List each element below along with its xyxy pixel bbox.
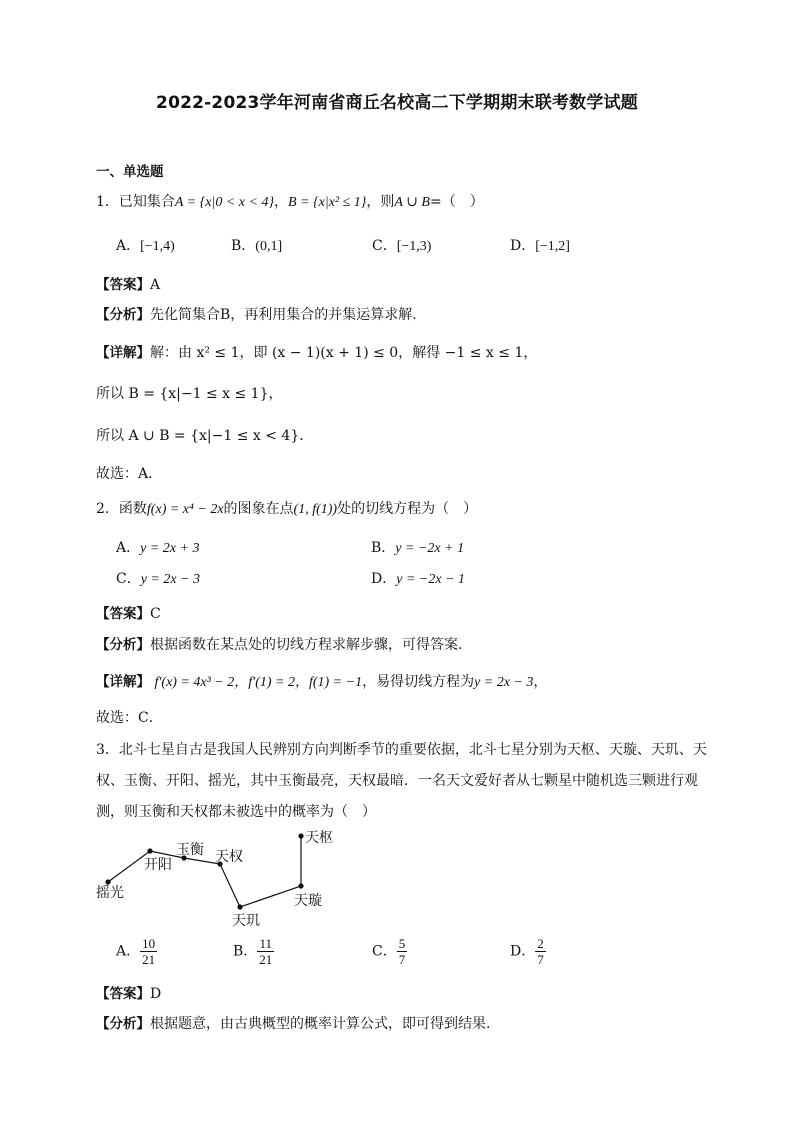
star-label-tianji: 天玑 — [232, 913, 260, 929]
star-label-yuheng: 玉衡 — [176, 842, 204, 858]
option-fraction — [535, 936, 546, 967]
fraction-numerator: 2 — [537, 936, 544, 951]
option-value: [−1,2] — [535, 239, 570, 254]
star-dot-tianshu — [298, 833, 303, 838]
option-value: [−1,4) — [140, 239, 175, 254]
q1-stem-a: 1．已知集合 — [96, 194, 175, 210]
star-label-kaiyang: 开阳 — [144, 857, 172, 873]
q2-stem-c: 处的切线方程为（ ） — [337, 501, 478, 517]
analysis-text: 根据函数在某点处的切线方程求解步骤，可得答案. — [150, 637, 463, 653]
star-label-tianxuan: 天璇 — [294, 893, 322, 909]
option-value: y = −2x + 1 — [395, 541, 465, 556]
q3-option-a — [116, 936, 157, 967]
star-dot-tianji — [237, 904, 242, 909]
q3-option-c — [372, 936, 407, 967]
q2-func: f(x) = x⁴ − 2x — [146, 502, 224, 517]
q1-stem-b: ，则 — [366, 194, 395, 210]
q1-choose: 故选：A． — [96, 466, 163, 482]
q1-set-a: A = {x|0 < x < 4} — [174, 195, 275, 210]
fraction-numerator: 5 — [398, 936, 406, 951]
fraction-numerator: 10 — [142, 936, 156, 951]
star-dot-kaiyang — [147, 848, 152, 853]
option-value: y = 2x − 3 — [140, 572, 201, 587]
q3-option-b — [233, 936, 274, 967]
answer-tag: 【答案】 — [96, 986, 150, 1002]
answer-tag: 【答案】 — [96, 277, 150, 293]
option-label: D． — [510, 238, 536, 254]
analysis-text: 先化简集合B，再利用集合的并集运算求解. — [150, 307, 417, 323]
option-label: D． — [371, 571, 397, 587]
option-value: y = −2x − 1 — [396, 572, 466, 587]
option-label: D． — [510, 943, 536, 960]
q3-option-d — [510, 936, 546, 967]
option-label: B． — [231, 238, 256, 254]
analysis-tag: 【分析】 — [96, 307, 150, 323]
answer-tag: 【答案】 — [96, 606, 150, 622]
fraction-denominator: 7 — [537, 952, 544, 967]
q2-stem-b: 的图象在点 — [223, 501, 294, 517]
answer-value: C — [150, 606, 161, 622]
star-label-yaoguang: 摇光 — [96, 885, 124, 901]
q2-point: (1, f(1)) — [293, 502, 338, 517]
q1-detail-3: 所以 A ∪ B = {x|−1 ≤ x < 4}． — [96, 428, 314, 444]
detail-tag: 【详解】 — [96, 674, 150, 690]
option-label: A． — [116, 238, 141, 254]
fraction-denominator: 21 — [142, 952, 156, 967]
analysis-text: 根据题意，由古典概型的概率计算公式，即可得到结果. — [150, 1016, 491, 1032]
fraction-denominator: 7 — [398, 952, 406, 967]
option-fraction — [397, 936, 408, 967]
fraction-numerator: 11 — [257, 936, 274, 952]
q1-set-b: B = {x|x² ≤ 1} — [288, 195, 367, 210]
option-fraction — [140, 936, 157, 967]
option-label: B． — [233, 943, 258, 960]
star-label-tianquan: 天权 — [215, 849, 243, 865]
q2-choose: 故选：C． — [96, 710, 163, 726]
q3-answer — [96, 984, 161, 1004]
option-value: (0,1] — [255, 239, 283, 254]
option-label: B． — [371, 540, 396, 556]
option-fraction — [257, 936, 274, 967]
q3-stem-line1: 3．北斗七星自古是我国人民辨别方向判断季节的重要依据，北斗七星分别为天枢、天璇、天玑、天 — [96, 742, 707, 758]
detail-text: ，易得切线方程为 — [362, 674, 475, 690]
star-dot-tianxuan — [298, 883, 303, 888]
q3-analysis — [96, 1014, 490, 1034]
detail-end: ， — [533, 674, 548, 690]
page-title: 2022-2023学年河南省商丘名校高二下学期期末联考数学试题 — [156, 93, 638, 113]
q1-detail-2: 所以 B = {x|−1 ≤ x ≤ 1}， — [96, 386, 283, 402]
option-value: y = 2x + 3 — [140, 541, 200, 556]
analysis-tag: 【分析】 — [96, 1016, 150, 1032]
q2-stem-a: 2．函数 — [96, 501, 147, 517]
constellation-line — [108, 836, 301, 907]
option-label: A． — [116, 540, 141, 556]
option-label: A． — [116, 943, 141, 960]
answer-value: A — [150, 277, 161, 293]
q1-union: A ∪ B — [394, 195, 430, 210]
section-header: 一、单选题 — [96, 164, 164, 180]
option-label: C． — [372, 238, 397, 254]
option-label: C． — [372, 943, 397, 960]
detail-math: f′(x) = 4x³ − 2，f′(1) = 2，f(1) = −1 — [154, 675, 363, 690]
q1-stem-c: =（ ） — [430, 194, 484, 210]
star-label-tianshu: 天枢 — [305, 830, 333, 846]
answer-value: D — [150, 986, 162, 1002]
option-label: C． — [116, 571, 141, 587]
q1-sep: ， — [274, 194, 289, 210]
analysis-tag: 【分析】 — [96, 637, 150, 653]
detail-eq: y = 2x − 3 — [474, 675, 534, 690]
detail-tag: 【详解】 — [96, 345, 150, 361]
fraction-denominator: 21 — [259, 952, 273, 967]
star-dot-yaoguang — [105, 879, 110, 884]
q3-stem-line2: 权、玉衡、开阳、摇光，其中玉衡最亮，天权最暗．一名天文爱好者从七颗星中随机选三颗进行观 — [96, 773, 698, 789]
q3-stem-line3: 测，则玉衡和天权都未被选中的概率为（ ） — [96, 804, 376, 820]
option-value: [−1,3) — [396, 239, 432, 254]
detail-text: 解：由 x² ≤ 1，即 (x − 1)(x + 1) ≤ 0，解得 −1 ≤ x ≤ 1， — [150, 345, 538, 361]
